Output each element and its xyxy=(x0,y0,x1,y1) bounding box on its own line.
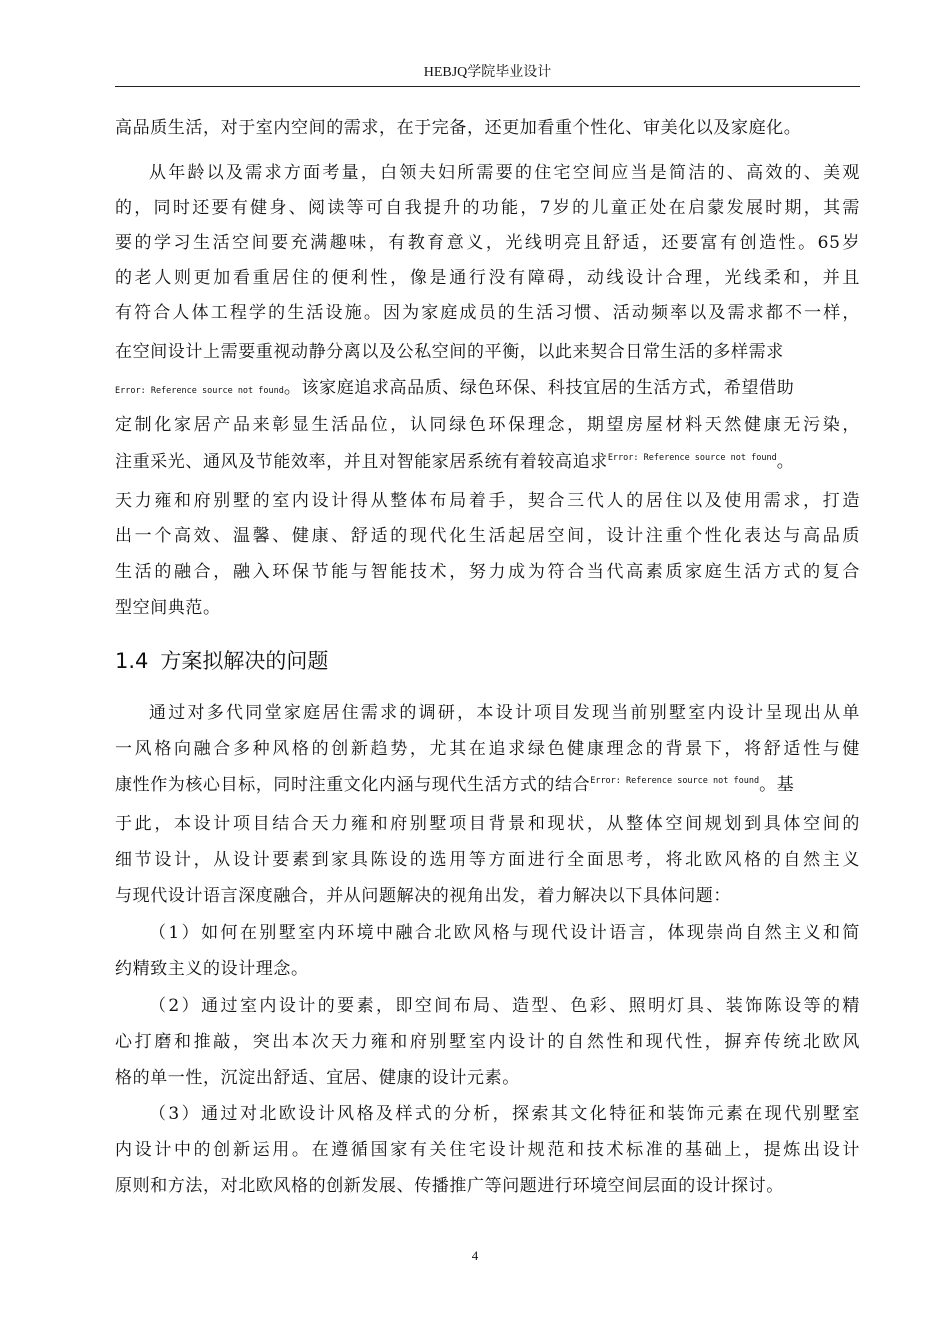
text-line: 原则和方法，对北欧风格的创新发展、传播推广等问题进行环境空间层面的设计探讨。 xyxy=(115,1176,784,1196)
reference-error: Error: Reference source not found xyxy=(115,386,284,396)
text-line: 细节设计，从设计要素到家具陈设的选用等方面进行全面思考，将北欧风格的自然主义 xyxy=(115,850,860,870)
header-title: HEBJQ学院毕业设计 xyxy=(423,65,552,80)
text-line: 格的单一性，沉淀出舒适、宜居、健康的设计元素。 xyxy=(115,1068,520,1088)
text-line: 有符合人体工程学的生活设施。因为家庭成员的生活习惯、活动频率以及需求都不一样， xyxy=(115,303,860,323)
text-line: 一风格向融合多种风格的创新趋势，尤其在追求绿色健康理念的背景下，将舒适性与健 xyxy=(115,739,860,759)
text-line: 高品质生活，对于室内空间的需求，在于完备，还更加看重个性化、审美化以及家庭化。 xyxy=(115,118,802,138)
text-line: （1）如何在别墅室内环境中融合北欧风格与现代设计语言，体现崇尚自然主义和简 xyxy=(149,923,860,943)
page-number: 4 xyxy=(471,1248,479,1263)
text-line: 的老人则更加看重居住的便利性，像是通行没有障碍，动线设计合理，光线柔和，并且 xyxy=(115,268,860,288)
text-line: 从年龄以及需求方面考量，白领夫妇所需要的住宅空间应当是简洁的、高效的、美观 xyxy=(149,163,860,183)
text-line: （3）通过对北欧设计风格及样式的分析，探索其文化特征和装饰元素在现代别墅室 xyxy=(149,1104,860,1124)
text-fragment: 注重采光、通风及节能效率，并且对智能家居系统有着较高追求 xyxy=(115,452,608,472)
text-line: 在空间设计上需要重视动静分离以及公私空间的平衡，以此来契合日常生活的多样需求 xyxy=(115,342,784,362)
reference-error: Error: Reference source not found xyxy=(607,453,777,463)
text-line xyxy=(115,450,860,474)
text-line: 要的学习生活空间要充满趣味，有教育意义，光线明亮且舒适，还要富有创造性。65岁 xyxy=(115,233,860,253)
text-fragment: 。基 xyxy=(759,775,795,795)
text-line: 生活的融合，融入环保节能与智能技术，努力成为符合当代高素质家庭生活方式的复合 xyxy=(115,562,860,582)
text-line: 与现代设计语言深度融合，并从问题解决的视角出发，着力解决以下具体问题： xyxy=(115,886,731,906)
text-line: 定制化家居产品来彰显生活品位，认同绿色环保理念，期望房屋材料天然健康无污染， xyxy=(115,415,860,435)
text-line: （2）通过室内设计的要素，即空间布局、造型、色彩、照明灯具、装饰陈设等的精 xyxy=(149,996,860,1016)
text-line: 通过对多代同堂家庭居住需求的调研，本设计项目发现当前别墅室内设计呈现出从单 xyxy=(149,703,860,723)
text-line xyxy=(115,773,860,797)
text-line: 型空间典范。 xyxy=(115,598,221,618)
text-fragment: 。该家庭追求高品质、绿色环保、科技宜居的生活方式，希望借助 xyxy=(283,378,795,398)
text-line: 的，同时还要有健身、阅读等可自我提升的功能，7岁的儿童正处在启蒙发展时期，其需 xyxy=(115,198,860,218)
text-line: 内设计中的创新运用。在遵循国家有关住宅设计规范和技术标准的基础上，提炼出设计 xyxy=(115,1140,860,1160)
text-line: 约精致主义的设计理念。 xyxy=(115,959,309,979)
text-line xyxy=(115,376,860,400)
text-line: 天力雍和府别墅的室内设计得从整体布局着手，契合三代人的居住以及使用需求，打造 xyxy=(115,491,860,511)
text-line: 心打磨和推敲，突出本次天力雍和府别墅室内设计的自然性和现代性，摒弃传统北欧风 xyxy=(115,1032,860,1052)
text-line: 于此，本设计项目结合天力雍和府别墅项目背景和现状，从整体空间规划到具体空间的 xyxy=(115,814,860,834)
reference-error: Error: Reference source not found xyxy=(590,776,760,786)
section-title: 方案拟解决的问题 xyxy=(160,649,329,673)
text-fragment: 。 xyxy=(776,452,795,472)
text-line: 出一个高效、温馨、健康、舒适的现代化生活起居空间，设计注重个性化表达与高品质 xyxy=(115,526,860,546)
text-fragment: 康性作为核心目标，同时注重文化内涵与现代生活方式的结合 xyxy=(115,775,591,795)
header-rule xyxy=(115,86,860,87)
section-heading xyxy=(115,646,328,676)
section-number: 1.4 xyxy=(115,649,149,673)
